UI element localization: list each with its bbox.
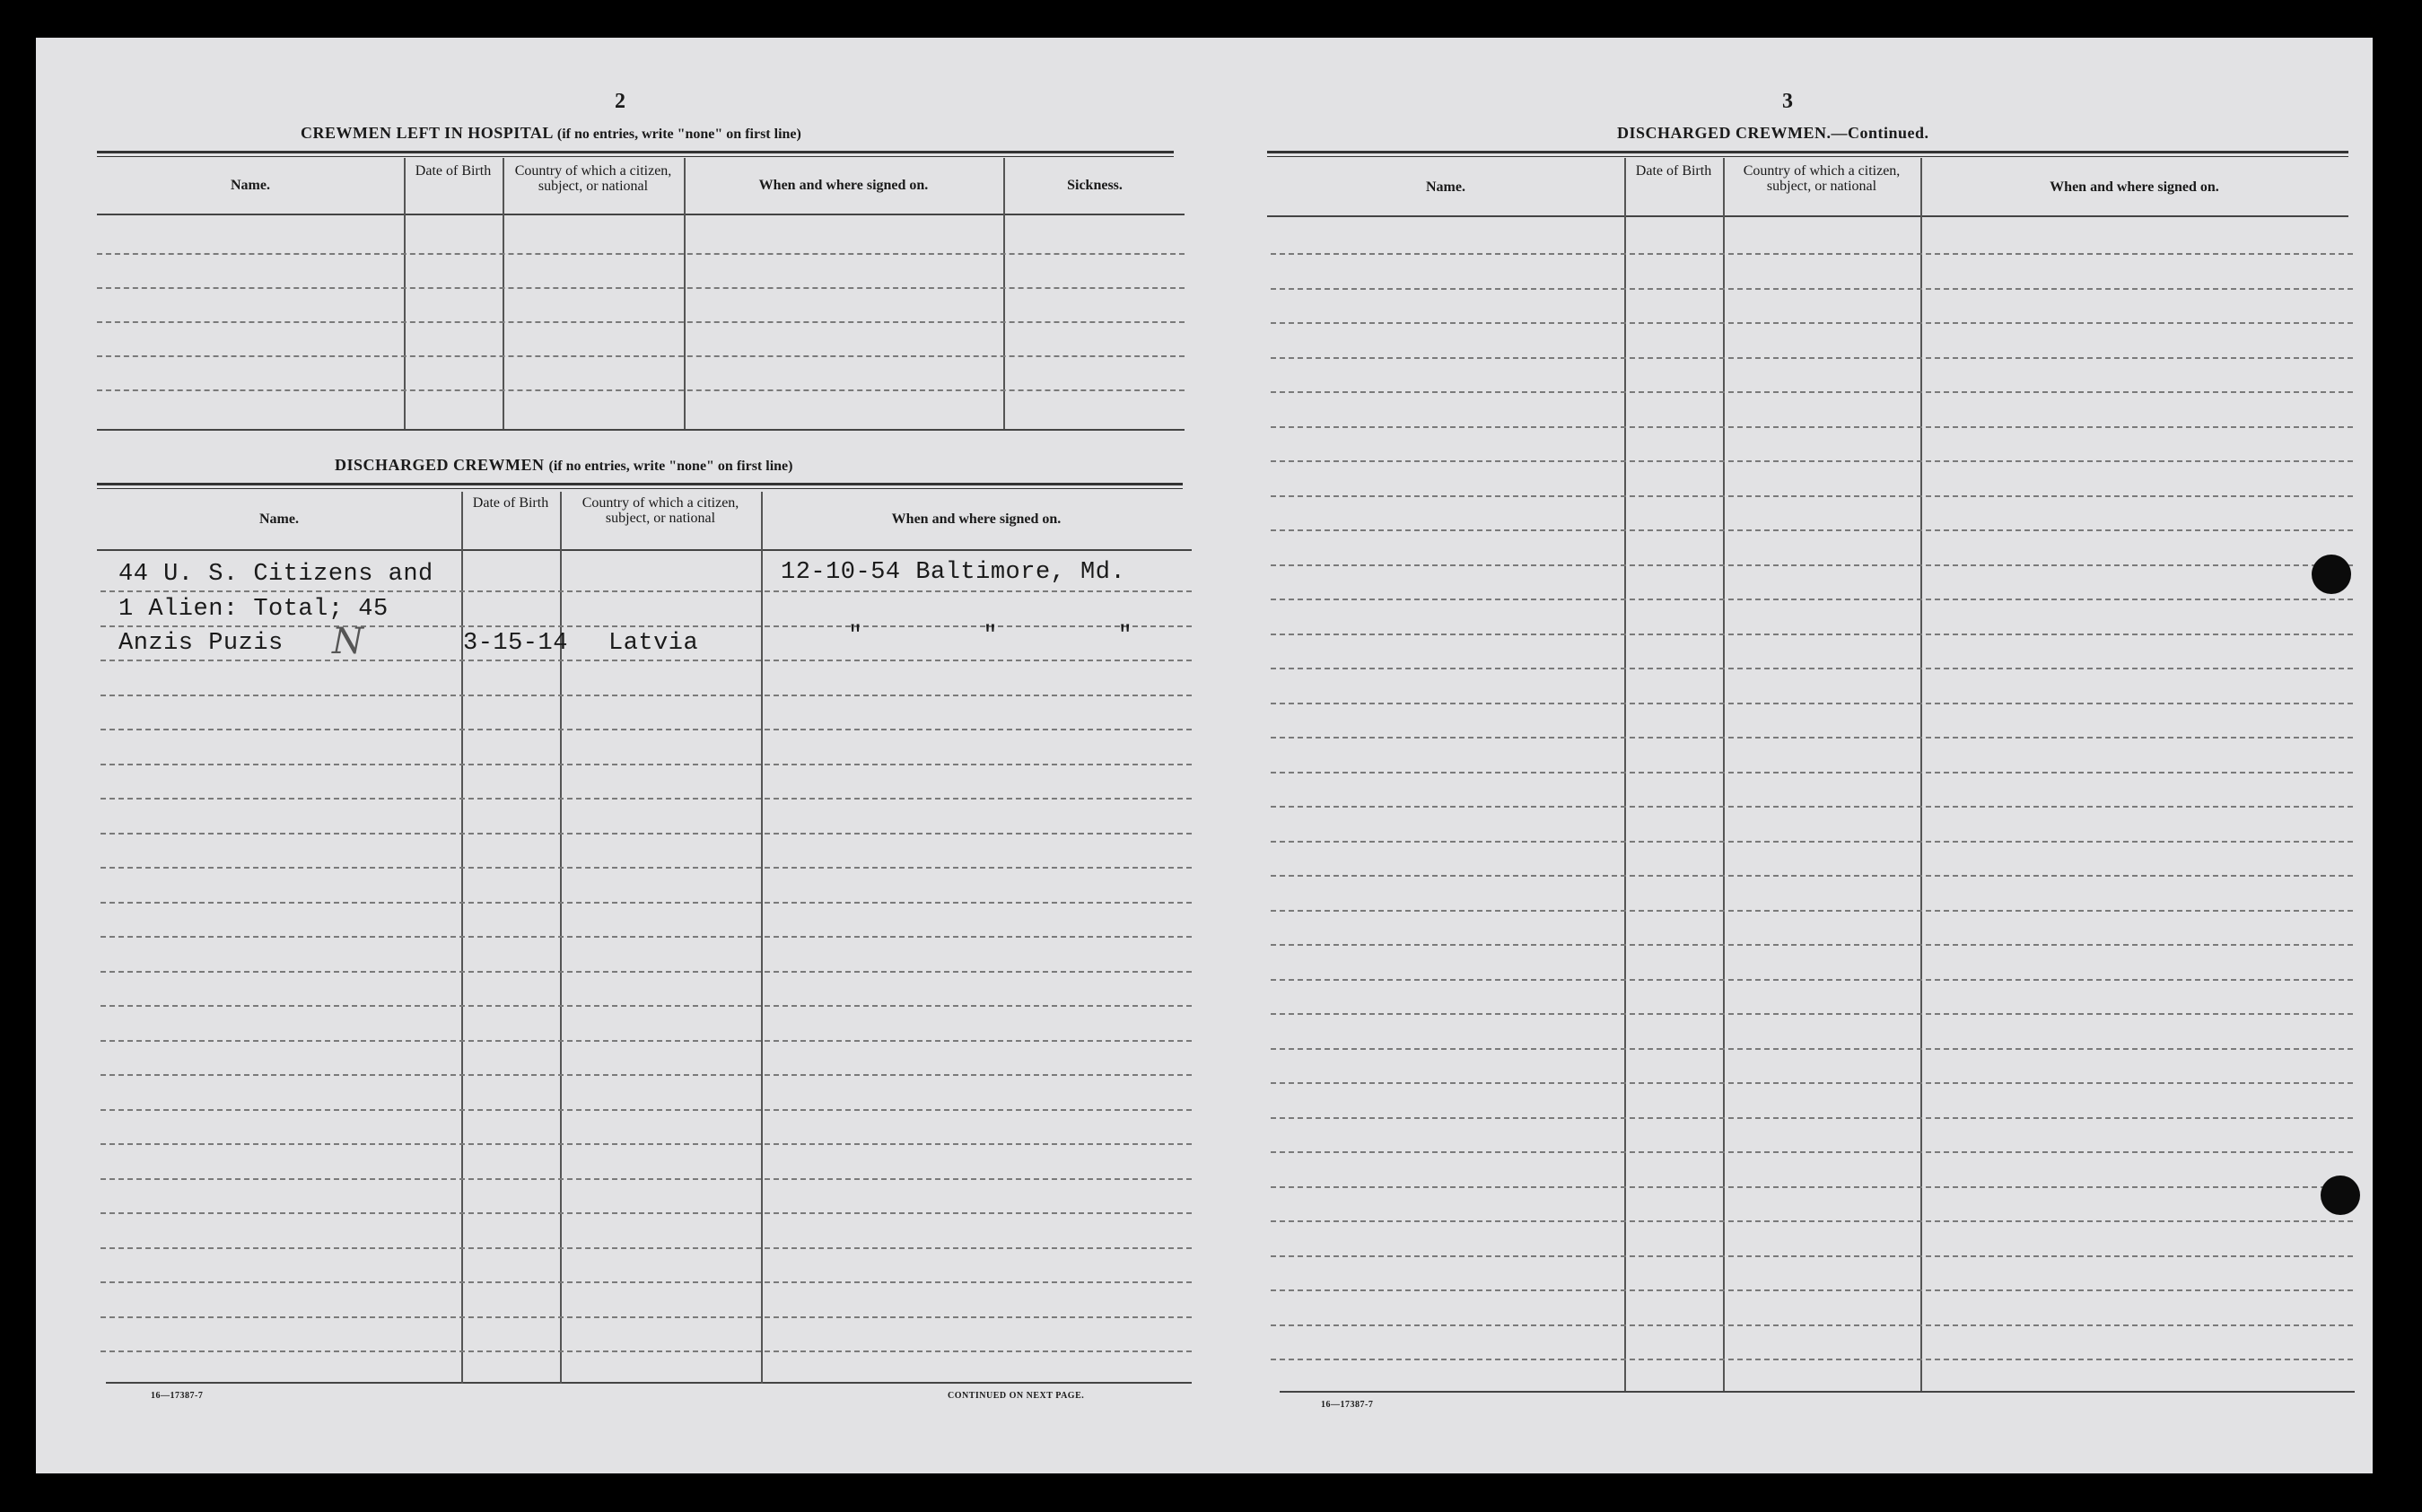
hospital-col-name: Name.: [231, 178, 270, 193]
row-line: [101, 764, 1192, 765]
row-line: [1271, 1013, 2353, 1015]
row-line: [101, 833, 1192, 835]
row-line: [101, 1005, 1192, 1007]
right-col-divider: [1624, 158, 1626, 1391]
right-col-country: Country of which a citizen, subject, or national: [1743, 163, 1901, 194]
row-line: [101, 1212, 1192, 1214]
row-line: [1271, 1220, 2353, 1222]
right-top-rule: [1267, 151, 2348, 153]
right-bottom-rule: [1280, 1391, 2355, 1393]
row-line: [1271, 737, 2353, 739]
row-line: [1271, 1255, 2353, 1257]
hospital-section-title: [301, 124, 801, 143]
row-line: [101, 867, 1192, 869]
hospital-row-line: [97, 355, 1185, 357]
row-line: [101, 1040, 1192, 1042]
right-col-divider: [1920, 158, 1922, 1391]
discharged-title-note: (if no entries, write "none" on first line): [548, 459, 793, 474]
row-line: [1271, 391, 2353, 393]
discharged-header-rule: [97, 549, 1192, 551]
row-line: [101, 1109, 1192, 1111]
row-line: [1271, 841, 2353, 843]
hospital-top-rule-thin: [97, 156, 1174, 157]
punch-hole: [2312, 555, 2351, 594]
continued-note: CONTINUED ON NEXT PAGE.: [948, 1391, 1085, 1401]
hospital-title-note: (if no entries, write "none" on first line): [556, 127, 801, 142]
discharged-top-rule: [97, 483, 1183, 485]
row-line: [1271, 1186, 2353, 1188]
row-line: [1271, 772, 2353, 773]
hospital-col-country: Country of which a citizen, subject, or national: [514, 163, 672, 194]
right-section-title: DISCHARGED CREWMEN.—Continued.: [1617, 124, 1929, 142]
right-col-divider: [1723, 158, 1725, 1391]
row-line: [1271, 460, 2353, 462]
row-line: [101, 1350, 1192, 1352]
entry-name: 1 Alien: Total; 45: [118, 596, 389, 623]
entry-name: Anzis Puzis: [118, 630, 284, 657]
row-line: [101, 660, 1192, 661]
entry-name: 44 U. S. Citizens and: [118, 561, 433, 588]
row-line: [1271, 288, 2353, 290]
right-col-signed: When and where signed on.: [2050, 179, 2219, 195]
hospital-col-divider: [503, 158, 504, 429]
row-line: [101, 1316, 1192, 1318]
discharged-col-name: Name.: [259, 511, 299, 527]
row-line: [1271, 564, 2353, 566]
discharged-col-dob: Date of Birth: [472, 495, 549, 511]
discharged-bottom-rule: [106, 1382, 1192, 1384]
right-header-rule: [1267, 215, 2348, 217]
hospital-col-divider: [404, 158, 406, 429]
page-number-right: 3: [1782, 90, 1794, 113]
entry-dob: 3-15-14: [463, 630, 568, 657]
row-line: [1271, 875, 2353, 877]
discharged-top-rule-thin: [97, 488, 1183, 489]
entry-signed: 12-10-54 Baltimore, Md.: [781, 559, 1126, 586]
form-number-left: 16—17387-7: [151, 1391, 204, 1401]
hospital-row-line: [97, 287, 1185, 289]
row-line: [101, 590, 1192, 592]
discharged-title-text: DISCHARGED CREWMEN: [335, 456, 545, 474]
row-line: [101, 936, 1192, 938]
row-line: [101, 1178, 1192, 1180]
row-line: [1271, 529, 2353, 531]
right-col-dob: Date of Birth: [1635, 163, 1712, 179]
row-line: [1271, 910, 2353, 912]
hospital-col-dob: Date of Birth: [415, 163, 492, 179]
hospital-col-sickness: Sickness.: [1067, 178, 1123, 193]
row-line: [101, 1074, 1192, 1076]
row-line: [1271, 495, 2353, 497]
row-line: [1271, 426, 2353, 428]
hospital-top-rule: [97, 151, 1174, 153]
row-line: [1271, 322, 2353, 324]
row-line: [1271, 668, 2353, 669]
row-line: [101, 695, 1192, 696]
row-line: [1271, 1048, 2353, 1050]
row-line: [101, 902, 1192, 904]
row-line: [101, 729, 1192, 730]
row-line: [1271, 1359, 2353, 1360]
hospital-col-signed: When and where signed on.: [758, 178, 929, 193]
row-line: [1271, 1289, 2353, 1291]
hospital-col-divider: [684, 158, 686, 429]
row-line: [101, 798, 1192, 800]
hospital-row-line: [97, 389, 1185, 391]
page-number-left: 2: [615, 90, 626, 113]
entry-signed-ditto: " " ": [848, 623, 1133, 650]
punch-hole: [2321, 1176, 2360, 1215]
row-line: [101, 1281, 1192, 1283]
row-line: [1271, 599, 2353, 600]
row-line: [1271, 1082, 2353, 1084]
entry-country: Latvia: [608, 630, 699, 657]
right-top-rule-thin: [1267, 156, 2348, 157]
row-line: [1271, 944, 2353, 946]
row-line: [1271, 979, 2353, 981]
row-line: [101, 1247, 1192, 1249]
row-line: [1271, 703, 2353, 704]
row-line: [101, 1143, 1192, 1145]
discharged-col-signed: When and where signed on.: [891, 511, 1062, 527]
hospital-row-line: [97, 321, 1185, 323]
hospital-col-divider: [1003, 158, 1005, 429]
row-line: [1271, 634, 2353, 635]
row-line: [1271, 253, 2353, 255]
hospital-header-rule: [97, 214, 1185, 215]
row-line: [1271, 806, 2353, 808]
discharged-col-country: Country of which a citizen, subject, or national: [581, 495, 739, 526]
form-number-right: 16—17387-7: [1321, 1400, 1374, 1410]
row-line: [1271, 357, 2353, 359]
handwritten-mark: N: [332, 621, 363, 662]
hospital-title-text: CREWMEN LEFT IN HOSPITAL: [301, 124, 553, 142]
row-line: [1271, 1151, 2353, 1153]
row-line: [101, 971, 1192, 973]
row-line: [1271, 1324, 2353, 1326]
hospital-row-line: [97, 253, 1185, 255]
right-col-name: Name.: [1426, 179, 1465, 195]
hospital-bottom-rule: [97, 429, 1185, 431]
discharged-section-title: [335, 456, 792, 475]
row-line: [1271, 1117, 2353, 1119]
form-sheet: [36, 38, 2373, 1473]
